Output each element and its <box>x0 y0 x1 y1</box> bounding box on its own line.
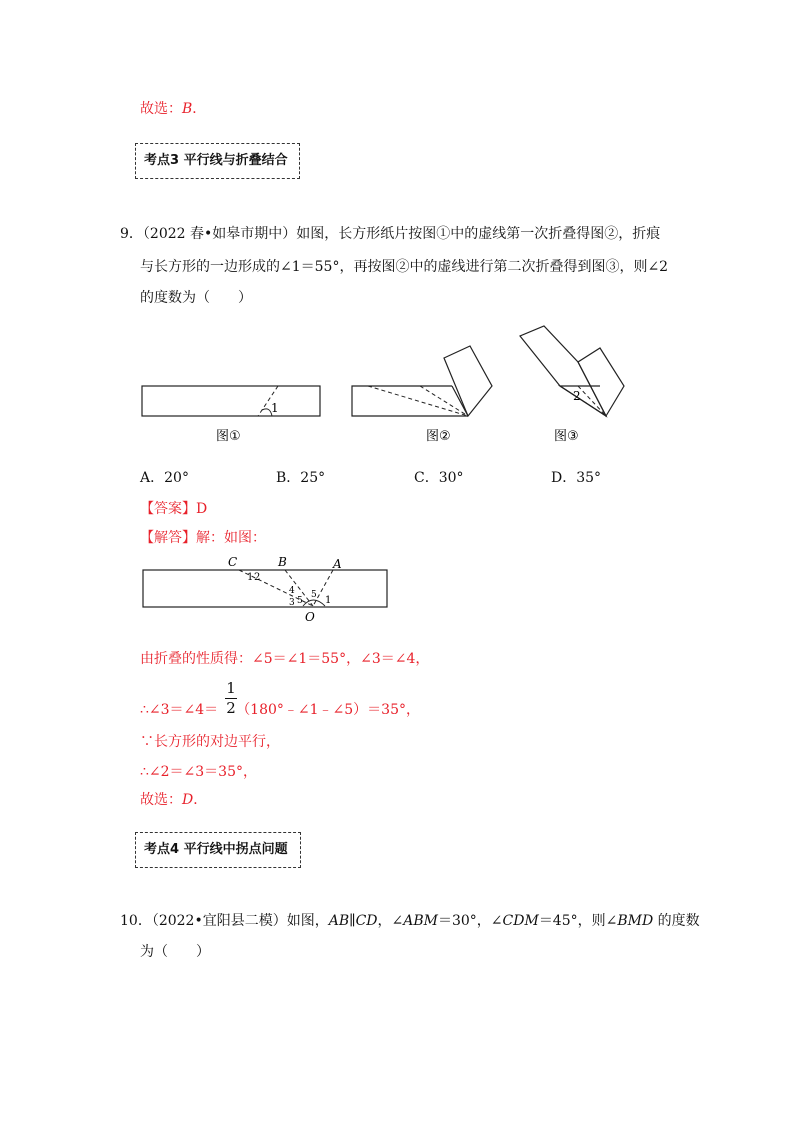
q9-step3: ∵长方形的对边平行， <box>140 734 280 750</box>
q10-text-g: ＝30°，∠ <box>437 913 503 929</box>
q10-text-a: 10．（2022•宜阳县二模）如图， <box>120 913 329 929</box>
q10-abm: ABM <box>403 913 438 929</box>
section4-title: 考点4 平行线中拐点问题 <box>144 842 288 857</box>
fig1-rectangle <box>142 386 320 416</box>
q9-option-c <box>414 468 464 488</box>
q9-solution-text: 解：如图： <box>196 530 266 546</box>
point-a-label: A <box>333 557 342 571</box>
q10-line2: 为（ ） <box>140 944 210 960</box>
q9-option-b-letter: B． <box>276 470 301 486</box>
q10-line1 <box>120 911 700 931</box>
q9-answer-label: 【答案】 <box>140 501 196 517</box>
angle-5-mark-left: 5 <box>297 596 303 606</box>
q10-text-i: ＝45°，则∠ <box>538 913 618 929</box>
q9-line3: 的度数为（ ） <box>140 290 252 306</box>
fig3-caption: 图③ <box>554 429 579 444</box>
point-o-label: O <box>305 610 315 624</box>
fig3-rectangle <box>520 326 624 416</box>
q9-option-a-value: 20° <box>164 470 189 486</box>
q9-solution-figure <box>135 550 395 625</box>
q10-ab: AB <box>328 913 350 929</box>
q10-text-e: ，∠ <box>377 913 404 929</box>
point-b-label: B <box>278 555 287 569</box>
section4-title-box <box>135 832 301 868</box>
q9-line2: 与长方形的一边形成的∠1＝55°，再按图②中的虚线进行第二次折叠得到图③，则∠2 <box>140 259 669 275</box>
q9-option-d <box>551 468 601 488</box>
q9-answer <box>140 499 207 519</box>
prev-answer-suffix: ． <box>192 101 207 117</box>
q9-line1: 9．（2022 春•如皋市期中）如图，长方形纸片按图①中的虚线第一次折叠得图②，折痕 <box>120 226 661 242</box>
section3-title: 考点3 平行线与折叠结合 <box>144 153 288 168</box>
q9-option-b <box>276 468 325 488</box>
q10-bmd: BMD <box>617 913 654 929</box>
fig1-caption: 图① <box>216 429 241 444</box>
q9-option-c-value: 30° <box>438 470 464 486</box>
q9-option-a-letter: A． <box>140 470 165 486</box>
q9-figures <box>130 310 650 460</box>
q9-step2 <box>140 700 420 720</box>
fig1-angle-mark: 1 <box>271 401 279 415</box>
q9-option-d-letter: D． <box>551 470 577 486</box>
q9-option-b-value: 25° <box>300 470 326 486</box>
q9-step1: 由折叠的性质得：∠5＝∠1＝55°，∠3＝∠4， <box>140 651 430 667</box>
q9-option-d-value: 35° <box>576 470 602 486</box>
q9-option-c-letter: C． <box>414 470 439 486</box>
fraction-denominator: 2 <box>226 699 236 717</box>
angle-3-mark: 3 <box>289 598 295 608</box>
angle-5-mark-right: 5 <box>311 590 317 600</box>
q10-parallel: ∥ <box>349 913 356 929</box>
q9-final-letter: D <box>182 792 194 808</box>
q10-cdm: CDM <box>502 913 539 929</box>
q9-answer-value: D <box>196 501 208 517</box>
prev-answer-prefix: 故选： <box>140 101 182 117</box>
q10-text-k: 的度数 <box>653 913 700 929</box>
q9-solution-intro <box>140 528 266 548</box>
fig3-angle-mark: 2 <box>573 389 581 403</box>
q9-step2-suffix: （180°﹣∠1﹣∠5）＝35°， <box>236 702 420 718</box>
point-c-label: C <box>228 555 238 569</box>
section3-title-box <box>135 143 300 179</box>
q9-step4: ∴∠2＝∠3＝35°， <box>140 764 257 780</box>
angle-1-mark: 1 <box>325 595 332 606</box>
q9-final-prefix: 故选： <box>140 792 182 808</box>
fig2-caption: 图② <box>426 429 451 444</box>
q9-step2-prefix: ∴∠3＝∠4＝ <box>140 702 219 718</box>
q9-final <box>140 790 207 810</box>
angle-2-mark: 2 <box>254 572 261 583</box>
q9-solution-label: 【解答】 <box>140 530 196 546</box>
prev-answer-letter: B <box>182 101 193 117</box>
angle-1-mark-cb: 1 <box>247 572 254 583</box>
q9-final-suffix: ． <box>193 792 208 808</box>
q10-cd: CD <box>355 913 378 929</box>
fig2-rectangle <box>352 346 492 416</box>
angle-4-mark: 4 <box>289 586 295 596</box>
prev-answer <box>140 99 206 119</box>
fraction-numerator: 1 <box>226 679 236 697</box>
q9-option-a <box>140 468 189 488</box>
